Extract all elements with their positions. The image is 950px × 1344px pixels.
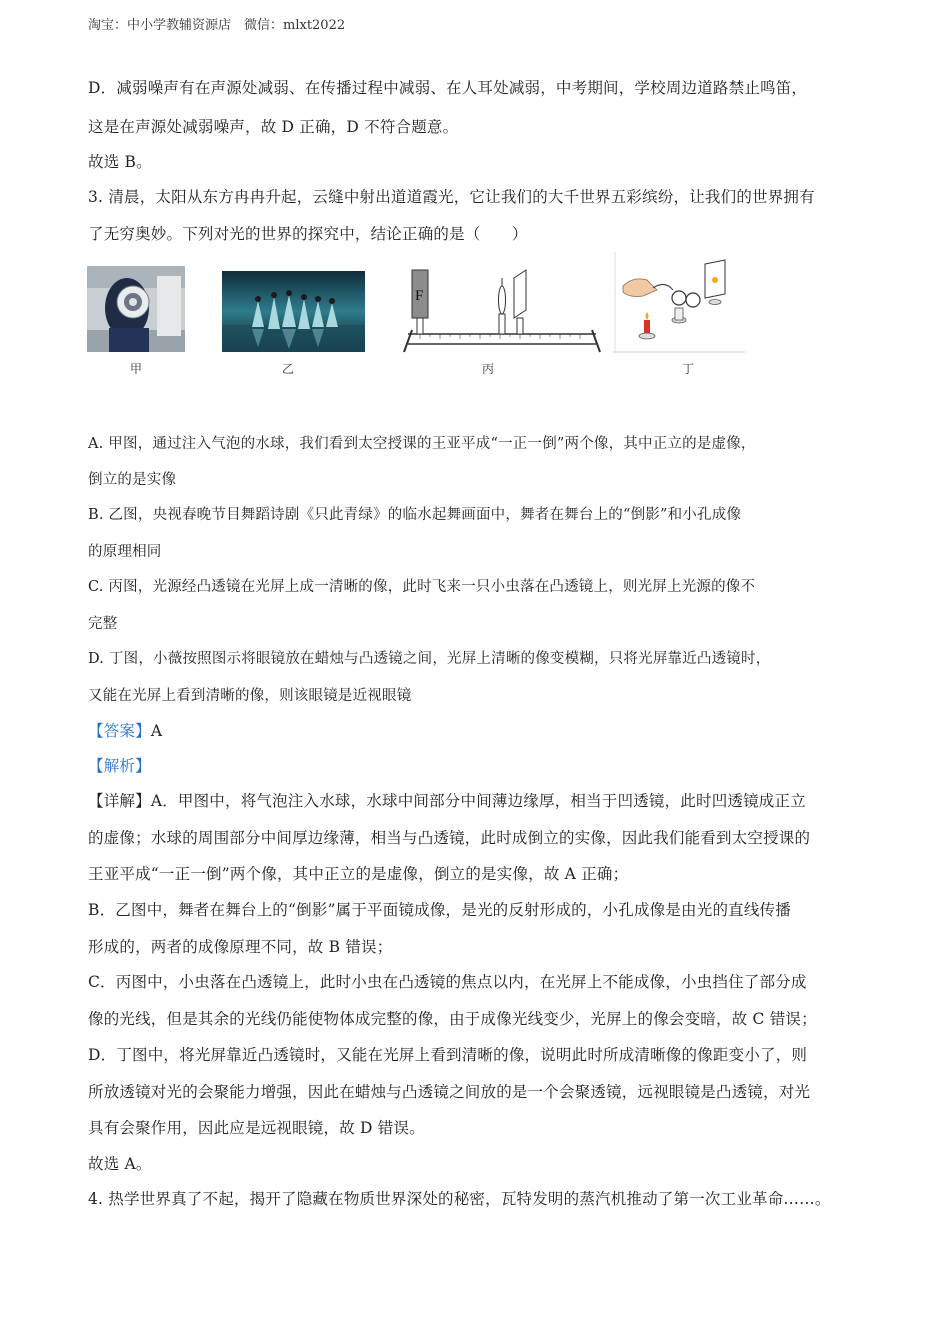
q3-stem-line2: 了无穷奥妙。下列对光的世界的探究中，结论正确的是（ ）: [88, 225, 528, 243]
caption-bing: 丙: [482, 362, 495, 376]
caption-yi: 乙: [282, 362, 295, 376]
caption-jia: 甲: [130, 362, 143, 376]
q4-stem-line1: 4. 热学世界真了不起，揭开了隐藏在物质世界深处的秘密，瓦特发明的蒸汽机推动了第一次工业革命……。: [88, 1190, 831, 1208]
detail-tag: 【详解】: [88, 792, 151, 810]
figure-yi-dance-stage: [222, 271, 365, 352]
detail-d-line2: 所放透镜对光的会聚能力增强，因此在蜡烛与凸透镜之间放的是一个会聚透镜，远视眼镜是凸透镜，对光: [88, 1083, 811, 1101]
q3-option-d-line1: D. 丁图，小薇按照图示将眼镜放在蜡烛与凸透镜之间，光屏上清晰的像变模糊，只将光屏靠近凸透镜时，: [88, 651, 771, 667]
answer-tag: 【答案】: [88, 722, 151, 740]
detail-a-line1: [88, 789, 806, 811]
detail-b-line2: 形成的，两者的成像原理不同，故 B 错误；: [88, 938, 393, 956]
q3-option-d-line2: 又能在光屏上看到清晰的像，则该眼镜是近视眼镜: [88, 688, 412, 704]
figure-bing-optical-bench: [402, 264, 602, 356]
q3-stem-line1: 3. 清晨，太阳从东方冉冉升起，云缝中射出道道霞光，它让我们的大千世界五彩缤纷，让我们的世界拥有: [88, 188, 815, 206]
detail-c-line2: 像的光线，但是其余的光线仍能使物体成完整的像，由于成像光线变少，光屏上的像会变暗，故 C 错误；: [88, 1010, 817, 1028]
caption-ding: 丁: [682, 362, 695, 376]
detail-d-line1: D．丁图中，将光屏靠近凸透镜时，又能在光屏上看到清晰的像，说明此时所成清晰像的像距变小了，则: [88, 1046, 808, 1064]
prev-option-d-line1: D．减弱噪声有在声源处减弱、在传播过程中减弱、在人耳处减弱，中考期间，学校周边道路禁止鸣笛，: [88, 79, 808, 97]
detail-a-line2: 的虚像；水球的周围部分中间厚边缘薄，相当与凸透镜，此时成倒立的实像，因此我们能看到太空授课的: [88, 829, 811, 847]
prev-answer-choice: 故选 B。: [88, 153, 152, 171]
answer-value: A: [150, 722, 163, 740]
light-source-letter: F: [415, 288, 424, 304]
detail-c-line1: C．丙图中，小虫落在凸透镜上，此时小虫在凸透镜的焦点以内，在光屏上不能成像，小虫挡住了部分成: [88, 973, 807, 991]
q3-option-a-line1: A. 甲图，通过注入气泡的水球，我们看到太空授课的王亚平成“一正一倒”两个像，其中正立的是虚像，: [88, 436, 756, 452]
detail-a-text: A．甲图中，将气泡注入水球，水球中间部分中间薄边缘厚，相当于凹透镜，此时凹透镜成正立: [150, 792, 806, 810]
q3-option-b-line1: B. 乙图，央视春晚节目舞蹈诗剧《只此青绿》的临水起舞画面中，舞者在舞台上的“倒影”和小孔成像: [88, 507, 742, 523]
q3-option-c-line2: 完整: [88, 616, 118, 632]
q3-option-b-line2: 的原理相同: [88, 544, 162, 560]
figure-ding-glasses-experiment: [613, 250, 745, 354]
q3-option-c-line1: C. 丙图，光源经凸透镜在光屏上成一清晰的像，此时飞来一只小虫落在凸透镜上，则光屏上光源的像不: [88, 579, 756, 595]
q3-answer-choice: 故选 A。: [88, 1155, 152, 1173]
figure-jia-water-ball: [87, 266, 185, 352]
prev-option-d-line2: 这是在声源处减弱噪声，故 D 正确，D 不符合题意。: [88, 118, 459, 136]
detail-b-line1: B．乙图中，舞者在舞台上的“倒影”属于平面镜成像，是光的反射形成的，小孔成像是由光的直线传播: [88, 901, 791, 919]
answer-line: [88, 719, 162, 741]
detail-d-line3: 具有会聚作用，因此应是远视眼镜，故 D 错误。: [88, 1119, 425, 1137]
analysis-tag: 【解析】: [88, 757, 151, 775]
detail-a-line3: 王亚平成“一正一倒”两个像，其中正立的是虚像，倒立的是实像，故 A 正确；: [88, 865, 629, 883]
q3-option-a-line2: 倒立的是实像: [88, 472, 177, 488]
page-header: 淘宝：中小学教辅资源店 微信：mlxt2022: [88, 18, 346, 33]
